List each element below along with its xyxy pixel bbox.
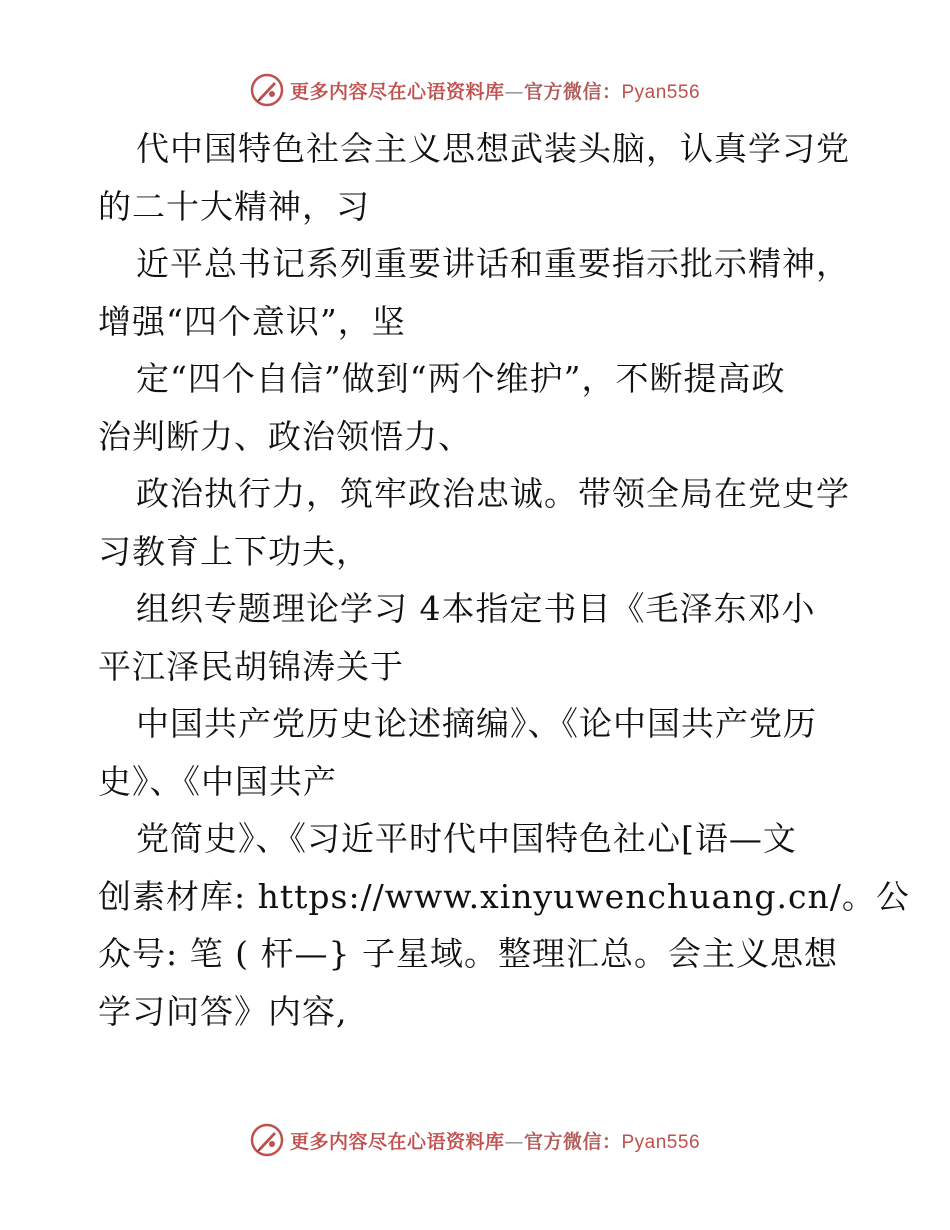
body-line: 众号: 笔 ( 杆—} 子星域。整理汇总。会主义思想 [98,934,838,973]
header-site-text: 更多内容尽在心语资料库 [289,80,505,103]
quill-pen-logo-icon [250,1123,284,1157]
header-banner-text [290,77,700,104]
body-line: 定“四个自信”做到“两个维护”，不断提高政 [136,359,786,398]
header-banner-inner [250,73,700,107]
body-line: 党简史》、《习近平时代中国特色社心[语—文 [136,819,797,858]
body-line: 中国共产党历史论述摘编》、《论中国共产党历 [136,704,817,743]
body-line: 创素材库: https://www.xinyuwenchuang.cn/。公 [98,876,910,916]
body-line: 习教育上下功夫， [98,531,370,571]
document-body [98,120,910,1040]
footer-official-label: 官方微信： [523,1130,622,1153]
body-line: 近平总书记系列重要讲话和重要指示批示精神， [136,244,850,283]
footer-banner-inner [250,1123,700,1157]
body-line: 代中国特色社会主义思想武装头脑，认真学习党 [136,129,850,168]
header-banner [0,70,950,110]
quill-pen-logo-icon [250,73,284,107]
body-line: 史》、《中国共产 [98,761,337,801]
footer-separator: — [504,1130,524,1153]
header-wechat-id: Pyan556 [621,81,701,103]
body-line: 的二十大精神，习 [98,186,370,226]
header-official-label: 官方微信： [523,80,622,103]
footer-wechat-id: Pyan556 [621,1131,701,1153]
body-line: 政治执行力，筑牢政治忠诚。带领全局在党史学 [136,474,850,513]
body-line: 平江泽民胡锦涛关于 [98,646,404,686]
header-separator: — [504,80,524,103]
body-line: 学习问答》内容, [98,991,348,1031]
body-line: 增强“四个意识”，坚 [98,301,406,341]
body-line: 治判断力、政治领悟力、 [98,416,472,456]
body-line: 组织专题理论学习 4本指定书目《毛泽东邓小 [136,589,816,628]
footer-banner-text [290,1127,700,1154]
footer-banner [0,1120,950,1160]
footer-site-text: 更多内容尽在心语资料库 [289,1130,505,1153]
